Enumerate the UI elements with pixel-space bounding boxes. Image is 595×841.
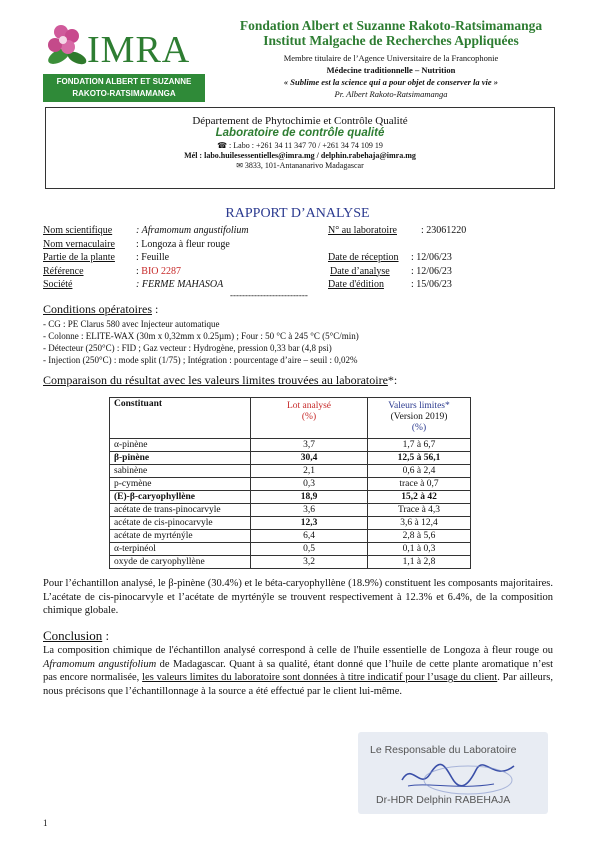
lot-value-cell: 2,1 [251, 465, 368, 478]
lot-value-cell: 0,3 [251, 478, 368, 491]
conditions-section [43, 302, 359, 366]
logo-text: IMRA [87, 29, 191, 71]
limit-value-cell: Trace à 4,3 [368, 504, 471, 517]
lot-value-cell: 30,4 [251, 452, 368, 465]
lot-value-cell: 6,4 [251, 530, 368, 543]
condition-line: - Injection (250°C) : mode split (1/75) ; Intégration : pourcentage d’aire – seuil : 0,02% [43, 355, 358, 365]
table-row [110, 517, 471, 530]
table-row [110, 478, 471, 491]
report-title: RAPPORT D’ANALYSE [225, 206, 370, 221]
reception-date-value: : 12/06/23 [411, 252, 452, 263]
org-subtitle [216, 52, 566, 100]
comparison-heading-suffix: *: [387, 373, 398, 387]
signature-stamp [358, 732, 548, 814]
table-row [110, 556, 471, 569]
lot-header [251, 398, 368, 439]
logo-band [43, 74, 205, 102]
vernacular-name-label: Nom vernaculaire [43, 238, 115, 250]
company-value: : FERME MAHASOA [136, 279, 224, 290]
conclusion-part1: La composition chimique de l'échantillon analysé correspond à celle de l'huile essentielle de Longoza à fleur rouge ou [43, 645, 553, 656]
plant-part-value: : Feuille [136, 252, 170, 263]
conclusion-paragraph [43, 644, 553, 698]
constituent-cell: oxyde de caryophyllène [110, 556, 251, 569]
table-header-row [110, 398, 471, 439]
lot-value-cell: 3,2 [251, 556, 368, 569]
org-title-line2: Institut Malgache de Recherches Appliquées [263, 33, 519, 48]
conclusion-species: Aframomum angustifolium [43, 658, 157, 670]
motto-text: « Sublime est la science qui a pour objet de conserver la vie » [283, 77, 499, 87]
imra-logo [41, 18, 206, 104]
org-title [216, 18, 566, 48]
conclusion-part3: . Par ailleurs, nous précisons que l’échantillonnage à la source a été effectué par le client lui-même. [43, 672, 554, 697]
reference-value: BIO 2287 [141, 265, 182, 277]
scientific-name-value: : Aframomum angustifolium [136, 225, 249, 236]
lab-number-value: : 23061220 [421, 225, 467, 236]
page-number: 1 [43, 818, 48, 828]
limit-value-cell: 1,1 à 2,8 [368, 556, 471, 569]
limit-value-cell: 0,6 à 2,4 [368, 465, 471, 478]
analysis-date-label: Date d’analyse [330, 265, 390, 277]
edition-date-value: : 15/06/23 [411, 279, 452, 290]
limit-value-cell: 15,2 à 42 [368, 491, 471, 504]
results-table [109, 397, 471, 569]
limit-value-cell: trace à 0,7 [368, 478, 471, 491]
sample-info-left [43, 224, 249, 292]
signature-role: Le Responsable du Laboratoire [370, 744, 517, 756]
lab-number-label: N° au laboratoire [328, 225, 397, 236]
limits-header [368, 398, 471, 439]
limit-value-cell: 2,8 à 5,6 [368, 530, 471, 543]
constituent-cell: sabinène [110, 465, 251, 478]
constituent-cell: β-pinène [110, 452, 251, 465]
lab-name: Laboratoire de contrôle qualité [215, 127, 385, 139]
table-row [110, 465, 471, 478]
conclusion-heading: Conclusion [43, 628, 103, 643]
lot-header-unit: (%) [301, 412, 317, 422]
conclusion-heading-suffix: : [102, 628, 110, 643]
constituent-cell: acétate de trans-pinocarvyle [110, 504, 251, 517]
limits-header-unit: (%) [411, 423, 427, 433]
conclusion-underlined: les valeurs limites du laboratoire sont données à titre indicatif pour l’usage du client [142, 672, 498, 683]
table-row [110, 543, 471, 556]
lab-email: Mél : labo.huilesessentielles@imra.mg / delphin.rabehaja@imra.mg [184, 151, 416, 160]
lot-header-label: Lot analysé [286, 401, 332, 411]
plant-part-label: Partie de la plante [43, 252, 115, 263]
comparison-heading: Comparaison du résultat avec les valeurs limites trouvées au laboratoire [43, 373, 388, 387]
limit-value-cell: 0,1 à 0,3 [368, 543, 471, 556]
analysis-date-value: : 12/06/23 [411, 265, 452, 277]
founder-text: Pr. Albert Rakoto-Ratsimamanga [334, 89, 448, 99]
handwritten-signature-icon [398, 756, 518, 796]
reference-colon: : [136, 265, 139, 277]
membership-text: Membre titulaire de l’Agence Universitaire de la Francophonie [283, 53, 499, 63]
summary-paragraph: Pour l’échantillon analysé, le β-pinène (30.4%) et le béta-caryophyllène (18.9%) constituent les composants majoritaires. L’acétate de cis-pinocarvyle et l’acétate de myrténýle se trouvent respectivement à 12.3% et 6.4%, de la composition chimique globale. [43, 578, 553, 616]
constituent-cell: p-cymène [110, 478, 251, 491]
constituent-cell: acétate de cis-pinocarvyle [110, 517, 251, 530]
limits-header-version: (Version 2019) [390, 412, 448, 422]
lot-value-cell: 3,6 [251, 504, 368, 517]
table-row [110, 504, 471, 517]
conditions-heading-suffix: : [151, 302, 159, 316]
sample-info-right [328, 224, 466, 292]
lab-phone: ☎ : Labo : +261 34 11 347 70 / +261 34 74 109 19 [217, 141, 383, 150]
condition-line: - CG : PE Clarus 580 avec Injecteur automatique [43, 319, 220, 329]
lot-value-cell: 12,3 [251, 517, 368, 530]
limit-value-cell: 12,5 à 56,1 [368, 452, 471, 465]
constituent-header: Constituant [110, 398, 251, 439]
table-row [110, 530, 471, 543]
separator-line: -------------------------- [230, 290, 308, 300]
table-row [110, 439, 471, 452]
reception-date-label: Date de réception [328, 252, 399, 263]
constituent-cell: acétate de myrténýle [110, 530, 251, 543]
limit-value-cell: 3,6 à 12,4 [368, 517, 471, 530]
constituent-cell: α-pinène [110, 439, 251, 452]
signature-name: Dr-HDR Delphin RABEHAJA [376, 794, 511, 806]
logo-band-line1: FONDATION ALBERT ET SUZANNE [56, 77, 192, 86]
lot-value-cell: 3,7 [251, 439, 368, 452]
lot-value-cell: 0,5 [251, 543, 368, 556]
logo-band-line2: RAKOTO-RATSIMAMANGA [72, 89, 176, 98]
vernacular-name-value: : Longoza à fleur rouge [136, 238, 230, 250]
reference-label: Référence [43, 265, 84, 277]
conditions-heading: Conditions opératoires [43, 302, 152, 316]
field-text: Médecine traditionnelle – Nutrition [326, 65, 456, 75]
conclusion-heading-wrap [43, 628, 109, 644]
condition-line: - Colonne : ELITE-WAX (30m x 0,32mm x 0.25µm) ; Four : 50 °C à 245 °C (5°C/min) [43, 331, 359, 341]
constituent-cell: (E)-β-caryophyllène [110, 491, 251, 504]
org-title-line1: Fondation Albert et Suzanne Rakoto-Ratsimamanga [239, 18, 543, 33]
limit-value-cell: 1,7 à 6,7 [368, 439, 471, 452]
limits-header-label: Valeurs limites* [388, 401, 450, 411]
table-row [110, 452, 471, 465]
condition-line: - Détecteur (250°C) : FID ; Gaz vecteur : Hydrogène, pression 0,33 bar (4,8 psi) [43, 343, 332, 353]
lab-address: ✉ 3833, 101-Antananarivo Madagascar [236, 161, 364, 170]
lot-value-cell: 18,9 [251, 491, 368, 504]
comparison-heading-wrap [43, 373, 397, 388]
constituent-cell: α-terpinéol [110, 543, 251, 556]
conclusion-part2: de Madagascar. Quant à sa qualité, étant donné que l’huile de cette plante aromatique n’est pas encore normalisée, [43, 658, 553, 683]
company-label: Société [43, 279, 73, 290]
table-row [110, 491, 471, 504]
department-box [45, 107, 555, 189]
scientific-name-label: Nom scientifique [43, 225, 113, 236]
department-name: Département de Phytochimie et Contrôle Qualité [192, 115, 408, 127]
edition-date-label: Date d'édition [328, 279, 384, 290]
